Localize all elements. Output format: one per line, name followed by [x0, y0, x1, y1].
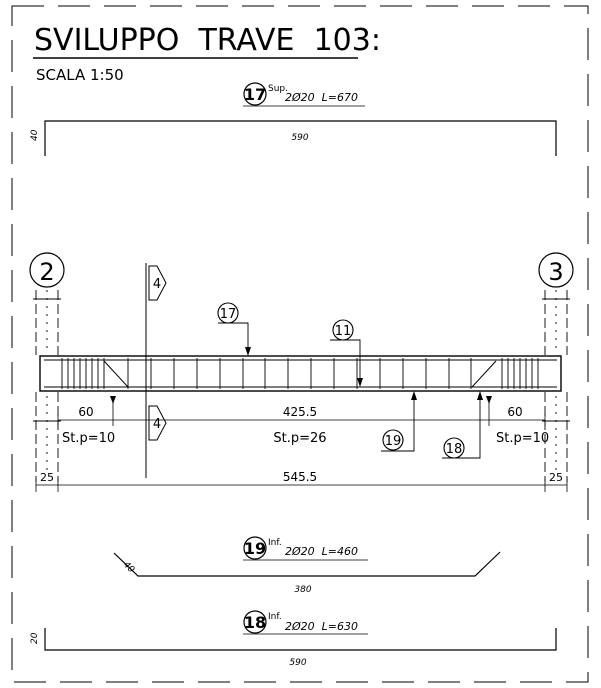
callout-18 — [442, 391, 483, 458]
bar-18-detail — [30, 611, 556, 668]
svg-text:11: 11 — [334, 324, 352, 339]
drawing-title: SVILUPPO TRAVE 103: — [34, 23, 381, 58]
bar-19-mark: 19 — [243, 539, 267, 558]
bar-18-mark: 18 — [243, 613, 267, 632]
bar-19-position: Inf. — [268, 538, 282, 548]
beam-outline — [40, 356, 561, 391]
left-column — [33, 290, 61, 482]
bent-bar-right — [472, 361, 496, 387]
stirrup-spacing-right: St.p=10 — [496, 431, 550, 446]
bar-17-spec: 2Ø20 L=670 — [285, 91, 358, 104]
svg-text:19: 19 — [384, 434, 402, 449]
total-length-dim: 545.5 — [282, 470, 318, 484]
bar-19-hook-dim: 40 — [120, 560, 137, 576]
sheet-frame — [12, 6, 588, 682]
svg-text:17: 17 — [219, 307, 237, 322]
dim-right-zone: 60 — [507, 405, 523, 419]
dim-mid-zone: 425.5 — [282, 405, 318, 419]
bar-19-detail — [114, 537, 500, 595]
bar-18-hook-dim: 20 — [30, 632, 40, 644]
bar-18-position: Inf. — [268, 612, 282, 622]
callout-17 — [218, 303, 251, 356]
dim-left-zone: 60 — [78, 405, 94, 419]
axis-2-label: 2 — [39, 258, 55, 286]
stirrup-spacing-mid: St.p=26 — [273, 431, 327, 446]
beam-elevation — [30, 253, 573, 492]
svg-text:4: 4 — [152, 417, 162, 432]
axis-3-label: 3 — [548, 258, 564, 286]
drawing-scale: SCALA 1:50 — [36, 66, 124, 84]
section-mark-top — [149, 266, 166, 300]
bar-17-mark: 17 — [243, 85, 267, 104]
stirrups — [62, 358, 538, 389]
svg-text:4: 4 — [152, 277, 162, 292]
section-mark-bottom — [149, 406, 166, 440]
support-left-dim: 25 — [40, 471, 54, 484]
bar-19-length-dim: 380 — [294, 585, 312, 595]
bar-17-length-dim: 590 — [291, 133, 309, 143]
bar-18-length-dim: 590 — [289, 658, 307, 668]
bent-bar-left — [104, 361, 128, 387]
bar-19-spec: 2Ø20 L=460 — [285, 545, 358, 558]
bar-17-detail — [30, 83, 556, 156]
svg-text:18: 18 — [445, 442, 463, 457]
callout-11 — [330, 320, 363, 387]
bar-17-position: Sup. — [268, 84, 288, 94]
right-column — [542, 290, 570, 482]
callout-19 — [381, 391, 417, 451]
bar-17-hook-dim: 40 — [30, 129, 40, 141]
bar-18-spec: 2Ø20 L=630 — [285, 620, 358, 633]
stirrup-spacing-left: St.p=10 — [62, 431, 116, 446]
support-right-dim: 25 — [549, 471, 563, 484]
